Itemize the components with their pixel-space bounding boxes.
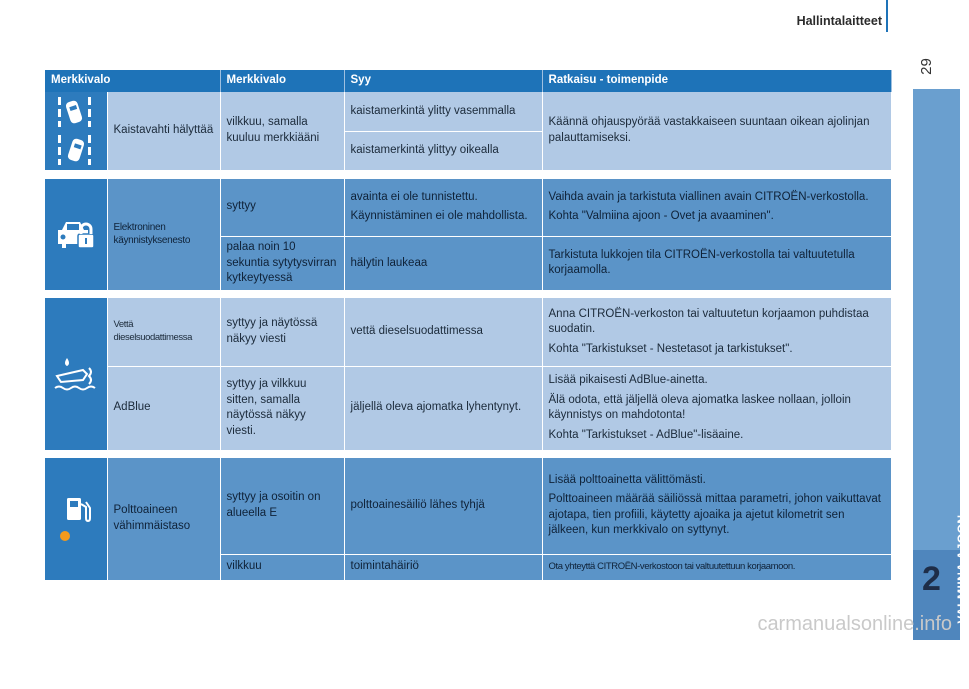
immobiliser-cause-1b: Käynnistäminen ei ole mahdollista.	[350, 210, 528, 223]
water-in-diesel-icon	[45, 298, 107, 450]
lane-solution: Käännä ohjauspyörää vastakkaiseen suuntaan oikean ajolinjan palauttamiseksi.	[542, 92, 891, 171]
immobiliser-solution-1b: Kohta "Valmiina ajoon - Ovet ja avaaminen".	[548, 210, 774, 223]
immobiliser-solution-1	[542, 179, 891, 237]
table-row	[45, 458, 891, 554]
immobiliser-name: Elektroninen käynnistyksenesto	[107, 179, 220, 291]
table-row	[45, 298, 891, 366]
immobiliser-state-1: syttyy	[220, 179, 344, 237]
sidebar	[913, 89, 969, 640]
lane-state: vilkkuu, samalla kuuluu merkkiääni	[220, 92, 344, 171]
water-cause: vettä dieselsuodattimessa	[344, 298, 542, 366]
adblue-cause: jäljellä oleva ajomatka lyhentynyt.	[344, 366, 542, 450]
fuel-solution-1b: Polttoaineen määrää säiliössä mittaa parametri, johon vaikuttavat ajotapa, tien profiili, käytetty ajoaika ja ajetut kilometrit sen jälkeen, kun merkkivalo on syttynyt.	[548, 493, 881, 537]
fuel-solution-2: Ota yhteyttä CITROËN-verkostoon tai valtuutettuun korjaamoon.	[542, 554, 891, 580]
water-solution-a: Anna CITROËN-verkoston tai valtuutetun korjaamon puhdistaa suodatin.	[548, 307, 869, 336]
chapter-number: 2	[922, 560, 941, 598]
water-solution-b: Kohta "Tarkistukset - Nestetasot ja tarkistukset".	[548, 342, 793, 355]
lane-cause-2: kaistamerkintä ylittyy oikealla	[344, 131, 542, 170]
adblue-solution-b: Älä odota, että jäljellä oleva ajomatka laskee nollaan, jolloin käynnistys on mahdotonta!	[548, 393, 851, 422]
watermark: carmanualsonline.info	[757, 613, 952, 635]
adblue-solution-c: Kohta "Tarkistukset - AdBlue"-lisäaine.	[548, 428, 744, 441]
header-title: Hallintalaitteet	[796, 14, 882, 28]
fuel-solution-1a: Lisää polttoainetta välittömästi.	[548, 473, 706, 486]
fuel-cause-2: toimintahäiriö	[344, 554, 542, 580]
adblue-solution-a: Lisää pikaisesti AdBlue-ainetta.	[548, 374, 708, 387]
lane-name: Kaistavahti hälyttää	[107, 92, 220, 171]
fuel-state-2: vilkkuu	[220, 554, 344, 580]
sidebar-band	[913, 89, 960, 550]
immobiliser-cause-1	[344, 179, 542, 237]
immobiliser-cause-2: hälytin laukeaa	[344, 237, 542, 291]
immobiliser-solution-2: Tarkistuta lukkojen tila CITROËN-verkostolla tai valtuutetulla korjaamolla.	[542, 237, 891, 291]
immobiliser-cause-1a: avainta ei ole tunnistettu.	[350, 190, 478, 203]
table-row	[45, 92, 891, 131]
column-header-cause: Syy	[344, 70, 542, 92]
car-lock-icon	[45, 179, 107, 291]
table-row	[45, 179, 891, 237]
fuel-name: Polttoaineen vähimmäistaso	[107, 458, 220, 580]
chapter-title: VALMIINA AJOON	[955, 514, 969, 624]
column-header-indicator: Merkkivalo	[45, 70, 220, 92]
fuel-state-1: syttyy ja osoitin on alueella E	[220, 458, 344, 554]
fuel-cause-1: polttoainesäiliö lähes tyhjä	[344, 458, 542, 554]
immobiliser-state-2: palaa noin 10 sekuntia sytytysvirran kytkeytyessä	[220, 237, 344, 291]
warning-lights-table	[45, 70, 892, 581]
adblue-name: AdBlue	[107, 366, 220, 450]
water-name: Vettä dieselsuodattimessa	[107, 298, 220, 366]
lane-departure-icon	[45, 92, 107, 171]
water-state: syttyy ja näytössä näkyy viesti	[220, 298, 344, 366]
table-header-row	[45, 70, 891, 92]
adblue-solution	[542, 366, 891, 450]
column-header-solution: Ratkaisu - toimenpide	[542, 70, 891, 92]
header-rule	[886, 0, 888, 32]
adblue-state: syttyy ja vilkkuu sitten, samalla näytössä näkyy viesti.	[220, 366, 344, 450]
immobiliser-solution-1a: Vaihda avain ja tarkistuta viallinen avain CITROËN-verkostolla.	[548, 190, 869, 203]
page-number: 29	[917, 58, 935, 75]
fuel-pump-icon	[45, 458, 107, 580]
fuel-solution-1	[542, 458, 891, 554]
lane-cause-1: kaistamerkintä ylitty vasemmalla	[344, 92, 542, 131]
water-solution	[542, 298, 891, 366]
column-header-state: Merkkivalo	[220, 70, 344, 92]
table-row	[45, 366, 891, 450]
